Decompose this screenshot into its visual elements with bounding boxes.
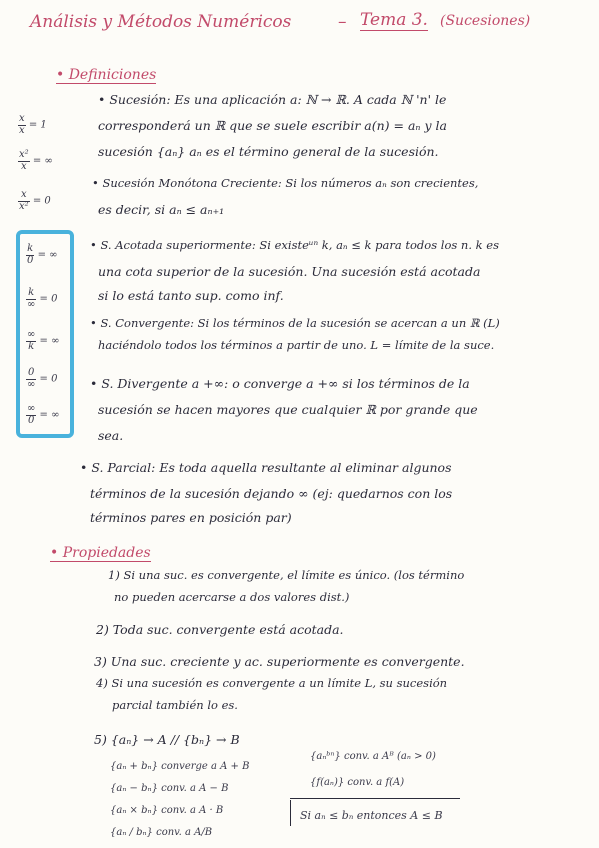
boxed-formula: $\frac{\infty}{k}$ = ∞ — [27, 329, 60, 352]
def-parcial-line: • S. Parcial: Es toda aquella resultante al eliminar algunos — [80, 460, 452, 475]
def-convergente-line: haciéndolo todos los términos a partir de uno. L = límite de la suce. — [98, 338, 495, 352]
op-rule-left: {aₙ / bₙ} conv. a A/B — [110, 827, 213, 838]
prop-5-line: 5) {aₙ} → A // {bₙ} → B — [94, 732, 240, 747]
def-monotona-line: es decir, si aₙ ≤ aₙ₊₁ — [98, 202, 225, 217]
def-sucesion-line: • Sucesión: Es una aplicación a: ℕ → ℝ. A cada ℕ 'n' le — [98, 92, 447, 107]
boxed-formula: $\frac{k}{0}$ = ∞ — [27, 243, 58, 266]
divider-line — [290, 798, 460, 799]
op-rule-left: {aₙ + bₙ} converge a A + B — [110, 761, 250, 772]
def-sucesion-line: corresponderá un ℝ que se suele escribir a(n) = aₙ y la — [98, 118, 447, 133]
def-acotada-line: • S. Acotada superiormente: Si existeᵘⁿ k, aₙ ≤ k para todos los n. k es — [90, 238, 499, 252]
prop-3-line: 3) Una suc. creciente y ac. superiormente es convergente. — [94, 654, 465, 669]
margin-formula: $\frac{x}{x}$ = 1 — [19, 113, 47, 136]
boxed-formula: $\frac{\infty}{0}$ = ∞ — [27, 403, 60, 426]
def-convergente-line: • S. Convergente: Si los términos de la sucesión se acercan a un ℝ (L) — [90, 316, 500, 330]
def-sucesion-line: sucesión {aₙ} aₙ es el término general de la sucesión. — [98, 144, 439, 159]
def-divergente-line: sucesión se hacen mayores que cualquier ℝ por grande que — [98, 402, 478, 417]
prop-1-line: no pueden acercarse a dos valores dist.) — [114, 590, 350, 604]
def-divergente-line: sea. — [98, 428, 124, 443]
section-heading-definiciones: • Definiciones — [56, 67, 157, 83]
prop-1-line: 1) Si una suc. es convergente, el límite es único. (los término — [108, 568, 465, 582]
def-acotada-line: una cota superior de la sucesión. Una sucesión está acotada — [98, 264, 481, 279]
prop-4-line: parcial también lo es. — [112, 698, 238, 712]
title-dash: – — [338, 12, 347, 32]
op-rule-right: {aₙᵇⁿ} conv. a Aᴮ (aₙ > 0) — [310, 751, 436, 762]
def-divergente-line: • S. Divergente a +∞: o converge a +∞ si los términos de la — [90, 376, 470, 391]
section-heading-propiedades: • Propiedades — [50, 545, 151, 561]
divider-line — [290, 800, 291, 826]
page-title: Análisis y Métodos Numéricos — [30, 12, 292, 32]
def-parcial-line: términos pares en posición par) — [90, 510, 292, 525]
def-parcial-line: términos de la sucesión dejando ∞ (ej: quedarnos con los — [90, 486, 453, 501]
topic-number: Tema 3. — [360, 10, 428, 30]
boxed-formula: $\frac{0}{\infty}$ = 0 — [27, 367, 58, 390]
margin-formula: $\frac{\text{x²}}{x}$ = ∞ — [19, 149, 53, 172]
op-rule-left: {aₙ × bₙ} conv. a A · B — [110, 805, 224, 816]
topic-subtitle: (Sucesiones) — [440, 13, 531, 29]
op-rule-right: {f(aₙ)} conv. a f(A) — [310, 777, 405, 788]
op-rule-right: Si aₙ ≤ bₙ entonces A ≤ B — [300, 809, 443, 822]
margin-formula: $\frac{x}{\text{x²}}$ = 0 — [19, 189, 51, 212]
def-acotada-line: si lo está tanto sup. como inf. — [98, 288, 284, 303]
op-rule-left: {aₙ − bₙ} conv. a A − B — [110, 783, 229, 794]
def-monotona-line: • Sucesión Monótona Creciente: Si los números aₙ son crecientes, — [92, 176, 479, 190]
prop-2-line: 2) Toda suc. convergente está acotada. — [96, 622, 344, 637]
prop-4-line: 4) Si una sucesión es convergente a un límite L, su sucesión — [96, 676, 448, 690]
boxed-formula: $\frac{k}{\infty}$ = 0 — [27, 287, 58, 310]
